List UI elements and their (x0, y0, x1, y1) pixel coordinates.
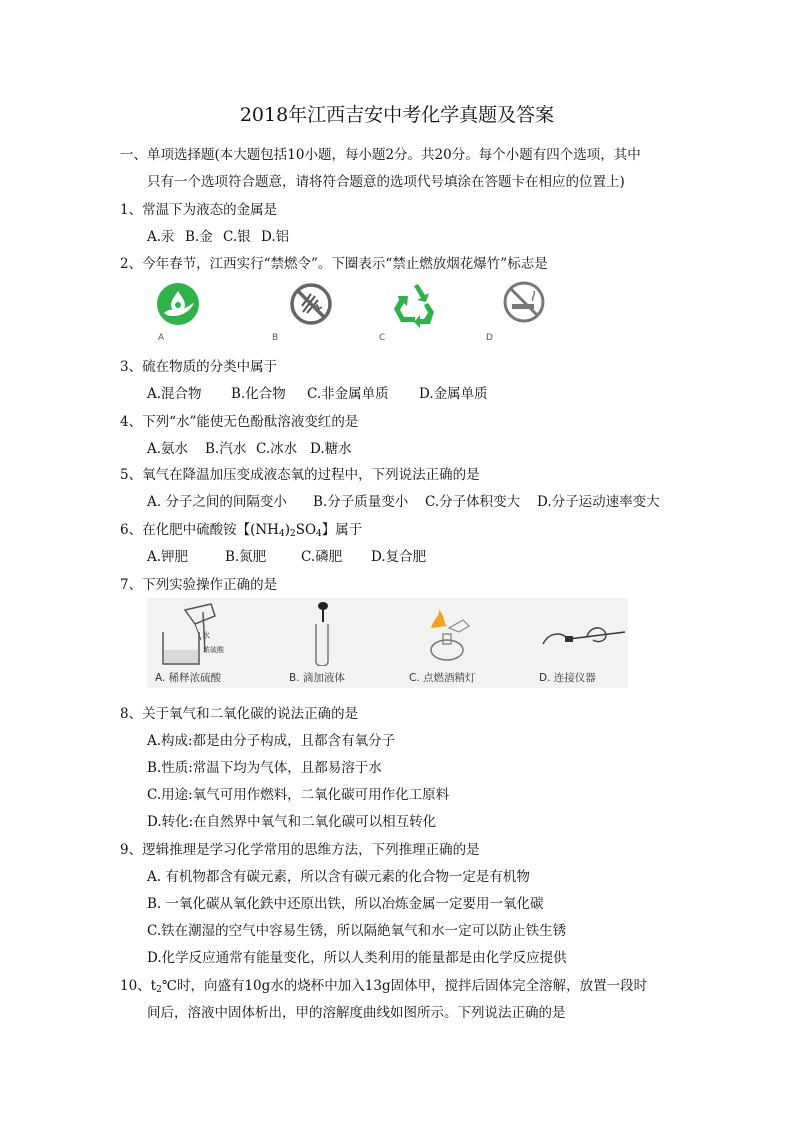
q3-option-c: C.非金属单质 (307, 386, 389, 402)
q4-stem: 4、下列“水”能使无色酚酞溶液变红的是 (120, 414, 359, 430)
q6-stem (120, 518, 362, 539)
water-saving-icon (156, 282, 200, 330)
q6-option-a: A.钾肥 (147, 549, 189, 565)
q7-caption-a: A. 稀释浓硫酸 (155, 672, 222, 684)
q6-option-b: B.氮肥 (225, 549, 267, 565)
alcohol-lamp-figure (419, 602, 475, 666)
section-heading-line2: 只有一个选项符合题意，请将符合题意的选项代号填涂在答题卡在相应的位置上) (147, 174, 625, 190)
q6-stem-pre: 6、在化肥中硫酸铵【(NH (120, 522, 279, 538)
q6-option-c: C.磷肥 (301, 549, 343, 565)
q3-option-a: A.混合物 (147, 386, 202, 402)
q9-option-d: D.化学反应通常有能量变化，所以人类利用的能量都是由化学反应提供 (147, 950, 567, 966)
q7-stem: 7、下列实验操作正确的是 (120, 577, 278, 593)
q2-label-b: B (272, 333, 279, 343)
q10-pre: 10、t (120, 978, 157, 994)
q6-sub1: 4 (278, 529, 285, 539)
q9-stem: 9、逻辑推理是学习化学常用的思维方法，下列推理正确的是 (120, 842, 480, 858)
q7-caption-c: C. 点燃酒精灯 (409, 672, 476, 684)
q8-option-c: C.用途:氧气可用作燃料，二氧化碳可用作化工原料 (147, 787, 450, 803)
q10-stem-line2: 间后，溶液中固体析出，甲的溶解度曲线如图所示。下列说法正确的是 (147, 1005, 566, 1021)
q9-option-b: B. 一氧化碳从氧化鉄中还原出铁，所以冶炼金属一定要用一氧化碳 (147, 896, 544, 912)
q6-stem-post: 】属于 (321, 522, 363, 538)
q7-caption-d: D. 连接仪器 (539, 672, 596, 684)
adding-liquid-figure (302, 600, 342, 666)
section-heading-line1: 一、单项选择题(本大题包括10小题，每小题2分。共20分。每个小题有四个选项，其中 (120, 147, 641, 163)
q2-icon-row (150, 280, 570, 345)
q5-option-d: D.分子运动速率变大 (537, 494, 660, 510)
q7-caption-b: B. 滴加液体 (289, 672, 345, 684)
q1-stem: 1、常温下为液态的金属是 (120, 202, 278, 218)
q1-options (147, 225, 289, 245)
q4-options (147, 437, 352, 457)
q5-option-b: B.分子质量变小 (313, 494, 409, 510)
q4-option-c: C.冰水 (256, 441, 298, 457)
q3-option-d: D.金属单质 (419, 386, 488, 402)
q2-label-c: C (379, 333, 386, 343)
q8-option-d: D.转化:在自然界中氧气和二氧化碳可以相互转化 (147, 814, 437, 830)
q7-lab-figure (147, 598, 628, 688)
q6-sub3: 4 (316, 529, 322, 539)
q4-option-b: B.汽水 (205, 441, 247, 457)
q5-options (147, 490, 660, 510)
q5-option-a: A. 分子之间的间隔变小 (147, 494, 287, 510)
q5-option-c: C.分子体积变大 (425, 494, 521, 510)
q2-stem: 2、今年春节，江西实行“禁燃令”。下圈表示“禁止燃放烟花爆竹”标志是 (120, 256, 548, 272)
fig-acid-label: 浓硫酸 (203, 646, 224, 654)
fig-water-label: 水 (202, 631, 210, 640)
q10-sub: 2 (156, 985, 162, 995)
q6-stem-mid: ) (284, 522, 290, 538)
q10-stem-line1 (120, 974, 647, 995)
q4-option-d: D.糖水 (310, 441, 352, 457)
recycling-icon (390, 282, 438, 332)
q1-option-d: D.铝 (261, 229, 290, 245)
q3-stem: 3、硫在物质的分类中属于 (120, 359, 278, 375)
q9-option-c: C.铁在潮湿的空气中容易生锈，所以隔絶氧气和水一定可以防止铁生锈 (147, 923, 567, 939)
page-title: 2018年江西吉安中考化学真题及答案 (239, 104, 555, 126)
q2-label-a: A (158, 333, 165, 343)
q3-option-b: B.化合物 (231, 386, 286, 402)
no-fireworks-icon (289, 282, 333, 330)
q6-stem-so: SO (295, 522, 317, 538)
q3-options (147, 382, 488, 402)
q2-label-d: D (486, 333, 493, 343)
q1-option-c: C.银 (223, 229, 251, 245)
connecting-apparatus-figure (539, 618, 629, 658)
q10-line1-post: ℃时，向盛有10g水的烧杯中加入13g固体甲，搅拌后固体完全溶解，放置一段时 (161, 978, 648, 994)
q8-stem: 8、关于氧气和二氧化碳的说法正确的是 (120, 706, 359, 722)
q6-sub2: 2 (289, 529, 296, 539)
q9-option-a: A. 有机物都含有碳元素，所以含有碳元素的化合物一定是有机物 (147, 869, 530, 885)
q1-option-a: A.汞 (147, 229, 175, 245)
q6-option-d: D.复合肥 (371, 549, 427, 565)
q5-stem: 5、氧气在降温加压变成液态氧的过程中，下列说法正确的是 (120, 467, 480, 483)
q6-options (147, 545, 426, 565)
q4-option-a: A.氨水 (147, 441, 189, 457)
q8-option-a: A.构成:都是由分子构成，且都含有氧分子 (147, 733, 396, 749)
no-smoking-icon (502, 280, 546, 328)
q1-option-b: B.金 (185, 229, 213, 245)
q8-option-b: B.性质:常温下均为气体，且都易溶于水 (147, 760, 382, 776)
diluting-acid-figure (155, 602, 265, 668)
